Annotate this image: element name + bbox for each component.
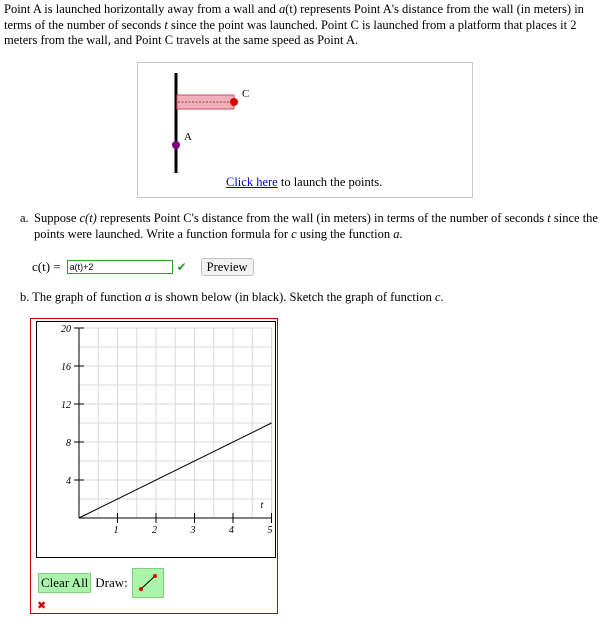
x-tick-label: 1 xyxy=(113,525,119,536)
answer-row xyxy=(32,258,254,276)
graph-canvas[interactable] xyxy=(36,321,276,558)
clear-all-button[interactable]: Clear All xyxy=(38,573,91,593)
x-axis-label: t xyxy=(260,500,264,511)
x-tick-label: 4 xyxy=(229,525,234,536)
question-b: b. The graph of function a is shown below (in black). Sketch the graph of function c. xyxy=(20,290,444,304)
line-tool-button[interactable] xyxy=(132,568,164,598)
preview-button[interactable]: Preview xyxy=(201,258,254,276)
incorrect-x-icon: ✖ xyxy=(37,599,47,612)
point-c xyxy=(230,98,238,106)
correct-check-icon: ✔ xyxy=(176,260,187,274)
chart-svg[interactable] xyxy=(37,322,275,557)
draw-label: Draw: xyxy=(95,575,128,590)
point-c-label: C xyxy=(242,88,250,100)
answer-input[interactable]: a(t)+2 xyxy=(67,260,173,274)
x-tick-label: 5 xyxy=(267,525,273,536)
y-tick-label: 12 xyxy=(61,400,71,411)
answer-label: c(t) = xyxy=(32,259,61,274)
launch-applet xyxy=(137,62,473,198)
draw-toolbar xyxy=(38,568,164,598)
question-a: a. Suppose c(t) represents Point C's distance from the wall (in meters) in terms of the number of seconds t since the points were launched. Write a function formula for c using the function a. xyxy=(20,210,602,226)
y-tick-label: 20 xyxy=(61,324,71,335)
y-tick-label: 16 xyxy=(61,362,71,373)
launch-link[interactable]: Click here xyxy=(226,175,278,189)
point-a xyxy=(172,141,180,149)
line-tool-icon xyxy=(133,569,163,597)
launch-instruction: Click here to launch the points. xyxy=(226,175,383,189)
x-tick-label: 3 xyxy=(190,525,196,536)
x-tick-label: 2 xyxy=(152,525,157,536)
y-tick-label: 4 xyxy=(66,476,71,487)
point-a-label: A xyxy=(184,131,192,143)
problem-intro: Point A is launched horizontally away from a wall and a(t) represents Point A's distance from the wall (in meters) in terms of the number of seconds t since the point was launched. Point C is launched from a platform that places it 2 meters from the wall, and Point C travels at the same speed as Point A. xyxy=(4,2,584,47)
y-tick-label: 8 xyxy=(66,438,71,449)
question-a-text: Suppose c(t) represents Point C's distance from the wall (in meters) in terms of the number of seconds t since the points were launched. Write a function formula for c using the function a. xyxy=(34,211,598,241)
